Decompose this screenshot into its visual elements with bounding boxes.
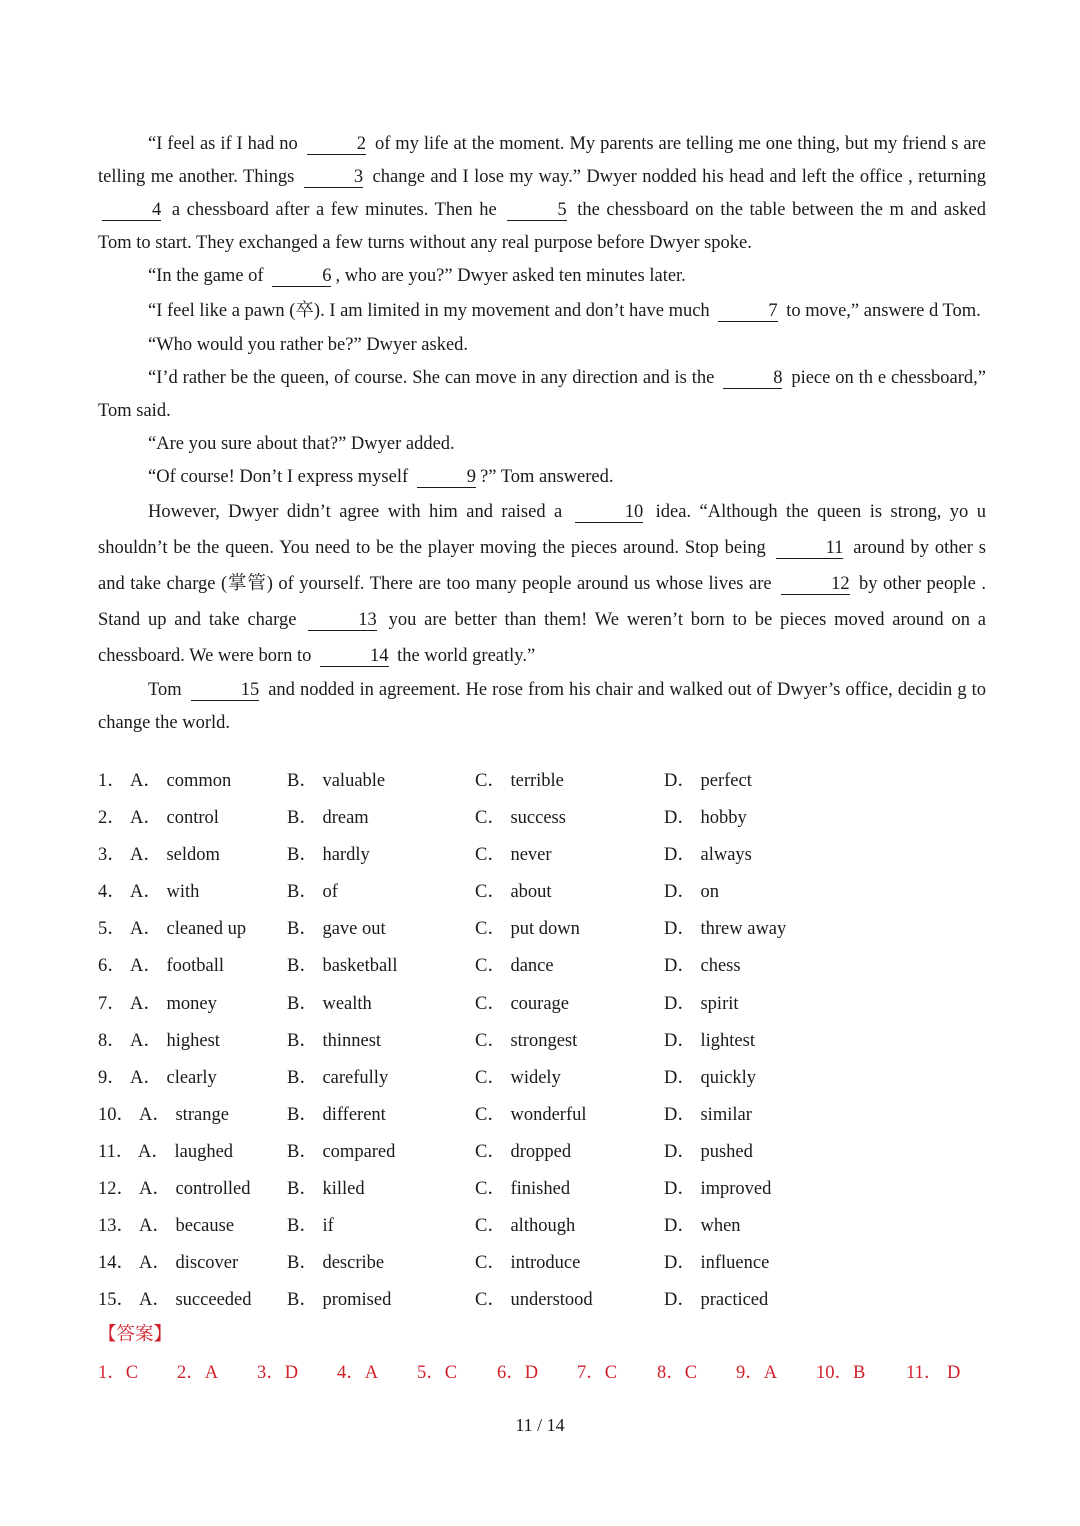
option-a: A． highest	[130, 1030, 220, 1051]
passage-paragraph	[98, 674, 986, 740]
option-row	[98, 908, 986, 945]
passage-paragraph	[98, 329, 986, 362]
answer-item: 11． D	[906, 1363, 961, 1383]
question-number: 15．	[98, 1290, 136, 1311]
question-number: 4．	[98, 882, 126, 903]
option-b: B． if	[287, 1216, 334, 1237]
option-c: C． widely	[475, 1067, 561, 1088]
passage-text: change and I lose my way.” Dwyer nodded his head and left the office , returning	[367, 167, 986, 187]
answer-item: 9．A	[736, 1363, 778, 1383]
option-row	[98, 1094, 986, 1131]
question-number: 11．	[98, 1141, 135, 1162]
option-a: A． succeeded	[139, 1290, 252, 1311]
option-b: B． of	[287, 882, 338, 903]
blank-number: 4	[102, 200, 161, 221]
option-b: B． carefully	[287, 1067, 389, 1088]
option-row	[98, 1131, 986, 1168]
question-number: 12．	[98, 1179, 136, 1200]
option-row	[98, 1205, 986, 1242]
option-d: D． lightest	[664, 1030, 755, 1051]
option-c: C． put down	[475, 919, 580, 940]
option-row	[98, 945, 986, 982]
page-number: 11 / 14	[515, 1415, 565, 1435]
passage-text: and nodded in agreement. He rose from his chair and walked out of Dwyer’s office, decidin g to change the world.	[98, 680, 986, 733]
option-a: A． common	[130, 771, 232, 791]
passage-text: “I’d rather be the queen, of course. She can move in any direction and is the	[148, 368, 720, 388]
blank-number: 14	[320, 646, 389, 667]
blank-number: 13	[308, 610, 377, 631]
option-d: D． on	[664, 882, 719, 903]
option-row	[98, 1057, 986, 1094]
blank-number: 9	[417, 467, 476, 488]
option-d: D． always	[664, 845, 752, 866]
option-a: A． strange	[139, 1104, 229, 1125]
passage-text: the world greatly.”	[392, 646, 536, 666]
option-d: D． improved	[664, 1179, 772, 1200]
passage-paragraph	[98, 128, 986, 260]
blank-number: 8	[723, 368, 782, 389]
passage-text: Tom	[148, 680, 187, 700]
passage-paragraph	[98, 362, 986, 428]
option-a: A． because	[139, 1216, 235, 1237]
option-b: B． promised	[287, 1290, 392, 1311]
option-b: B． valuable	[287, 771, 386, 791]
option-a: A． football	[130, 956, 225, 977]
option-c: C． strongest	[475, 1030, 578, 1051]
option-c: C． courage	[475, 993, 570, 1014]
option-d: D． chess	[664, 956, 741, 977]
option-d: D． practiced	[664, 1290, 769, 1311]
option-row	[98, 1168, 986, 1205]
passage-text: “I feel like a pawn (卒). I am limited in my movement and don’t have much	[148, 301, 715, 321]
question-number: 1．	[98, 771, 126, 791]
option-row	[98, 1242, 986, 1279]
question-number: 5．	[98, 919, 126, 940]
passage-text: idea. “Although the queen is strong, yo u shouldn’t be the queen. You need to be the player moving the pieces around. Stop being	[98, 502, 987, 558]
blank-number: 10	[575, 502, 644, 523]
blank-number: 6	[272, 266, 331, 287]
cloze-passage	[98, 128, 986, 740]
option-d: D． spirit	[664, 993, 739, 1014]
question-number: 3．	[98, 845, 126, 866]
option-a: A． control	[130, 808, 219, 829]
question-number: 7．	[98, 993, 126, 1014]
passage-text: to move,” answere d Tom.	[781, 301, 981, 321]
option-c: C． about	[475, 882, 552, 903]
question-number: 8．	[98, 1030, 126, 1051]
option-b: B． dream	[287, 808, 369, 829]
option-b: B． thinnest	[287, 1030, 382, 1051]
option-c: C． dance	[475, 956, 554, 977]
option-a: A． discover	[139, 1253, 239, 1274]
passage-text: by other people . Stand up and take charge	[98, 574, 986, 630]
option-row	[98, 797, 986, 834]
passage-text: of my life at the moment. My parents are telling me one thing, but my friend s are telling me another. Things	[98, 134, 986, 187]
blank-number: 5	[507, 200, 566, 221]
answer-item: 4．A	[337, 1363, 379, 1383]
passage-text: “Who would you rather be?” Dwyer asked.	[148, 335, 469, 355]
option-d: D． influence	[664, 1253, 770, 1274]
option-a: A． money	[130, 993, 217, 1014]
blank-number: 12	[781, 574, 850, 595]
option-b: B． hardly	[287, 845, 370, 866]
answer-item: 8．C	[657, 1363, 698, 1383]
option-row	[98, 1020, 986, 1057]
passage-text: a chessboard after a few minutes. Then he	[165, 200, 504, 220]
question-number: 14．	[98, 1253, 136, 1274]
option-c: C． although	[475, 1216, 576, 1237]
answer-key	[98, 1358, 986, 1388]
passage-paragraph	[98, 260, 986, 293]
option-d: D． when	[664, 1216, 741, 1237]
option-d: D． similar	[664, 1104, 752, 1125]
option-b: B． basketball	[287, 956, 398, 977]
question-number: 13．	[98, 1216, 136, 1237]
answer-item: 2．A	[177, 1363, 219, 1383]
answer-item: 1．C	[98, 1363, 139, 1383]
answer-item: 6．D	[497, 1363, 539, 1383]
option-c: C． success	[475, 808, 566, 829]
option-a: A． cleaned up	[130, 919, 247, 940]
option-row	[98, 983, 986, 1020]
blank-number: 3	[304, 167, 363, 188]
options-list	[98, 760, 986, 1316]
option-d: D． hobby	[664, 808, 747, 829]
passage-paragraph	[98, 461, 986, 494]
blank-number: 11	[776, 538, 844, 559]
passage-paragraph	[98, 293, 986, 329]
option-c: C． never	[475, 845, 552, 866]
option-a: A． laughed	[138, 1141, 234, 1162]
passage-text: “In the game of	[148, 266, 269, 286]
passage-text: piece on th e chessboard,” Tom said.	[98, 368, 987, 421]
answer-item: 7．C	[577, 1363, 618, 1383]
answer-item: 5．C	[417, 1363, 458, 1383]
passage-text: However, Dwyer didn’t agree with him and raised a	[148, 502, 571, 522]
passage-text: you are better than them! We weren’t born to be pieces moved around on a chessboard. We were born to	[98, 610, 986, 666]
passage-text: the chessboard on the table between the m and asked Tom to start. They exchanged a few turns without any real purpose before Dwyer spoke.	[98, 200, 986, 253]
option-a: A． seldom	[130, 845, 220, 866]
option-a: A． controlled	[139, 1179, 251, 1200]
option-c: C． finished	[475, 1179, 571, 1200]
option-a: A． with	[130, 882, 200, 903]
blank-number: 2	[307, 134, 366, 155]
option-row	[98, 871, 986, 908]
option-c: C． wonderful	[475, 1104, 587, 1125]
passage-text: , who are you?” Dwyer asked ten minutes later.	[335, 266, 686, 286]
option-b: B． compared	[287, 1141, 396, 1162]
option-c: C． introduce	[475, 1253, 581, 1274]
option-c: C． dropped	[475, 1141, 572, 1162]
option-row	[98, 834, 986, 871]
answer-item: 10．B	[816, 1363, 866, 1383]
option-a: A． clearly	[130, 1067, 217, 1088]
blank-number: 15	[191, 680, 260, 701]
blank-number: 7	[718, 301, 777, 322]
option-b: B． wealth	[287, 993, 372, 1014]
passage-text: “I feel as if I had no	[148, 134, 303, 154]
option-row	[98, 1279, 986, 1316]
option-b: B． killed	[287, 1179, 365, 1200]
option-b: B． describe	[287, 1253, 385, 1274]
question-number: 6．	[98, 956, 126, 977]
option-row	[98, 760, 986, 797]
passage-text: ?” Tom answered.	[480, 467, 614, 487]
question-number: 10．	[98, 1104, 136, 1125]
answer-heading: 【答案】	[98, 1324, 173, 1345]
option-b: B． gave out	[287, 919, 386, 940]
option-c: C． understood	[475, 1290, 593, 1311]
passage-paragraph	[98, 494, 986, 674]
option-d: D． quickly	[664, 1067, 756, 1088]
passage-text: around by other s and take charge (掌管) of yourself. There are too many people around us whose lives are	[98, 538, 986, 594]
answer-item: 3．D	[257, 1363, 299, 1383]
option-c: C． terrible	[475, 771, 564, 791]
passage-text: “Are you sure about that?” Dwyer added.	[148, 434, 455, 454]
option-b: B． different	[287, 1104, 386, 1125]
question-number: 9．	[98, 1067, 126, 1088]
passage-text: “Of course! Don’t I express myself	[148, 467, 413, 487]
passage-paragraph	[98, 428, 986, 461]
option-d: D． threw away	[664, 919, 787, 940]
question-number: 2．	[98, 808, 126, 829]
option-d: D． pushed	[664, 1141, 753, 1162]
option-d: D． perfect	[664, 771, 752, 791]
